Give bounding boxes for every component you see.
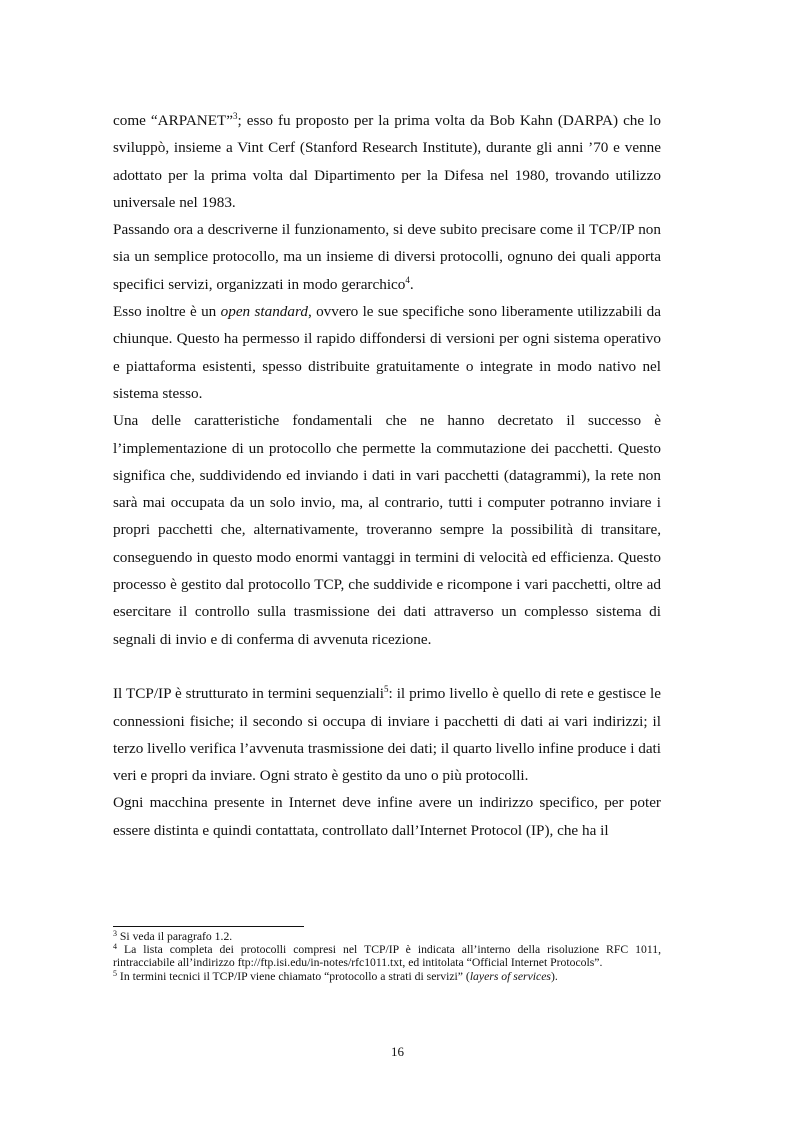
footnotes — [113, 926, 661, 983]
paragraph-commutazione: Una delle caratteristiche fondamentali che ne hanno decretato il successo è l’implementazione di un protocollo che permette la commutazione dei pacchetti. Questo significa che, suddividendo ed inviando i dati in vari pacchetti (datagrammi), la rete non sarà mai occupata da un solo invio, ma, al contrario, tutti i computer potranno inviare i propri pacchetti che, alternativamente, troveranno sempre la possibilità di transitare, conseguendo in questo modo enormi vantaggi in termini di velocità ed efficienza. Questo processo è gestito dal protocollo TCP, che suddivide e ricompone i vari pacchetti, oltre ad esercitare il controllo sulla trasmissione dei dati attraverso un complesso sistema di segnali di invio e di conferma di avvenuta ricezione. — [113, 412, 661, 648]
footnote-3: $^3$ Si veda il paragrafo 1.2. — [113, 929, 233, 943]
paragraph-strutturato: Il TCP/IP è strutturato in termini sequenziali$^5$: il primo livello è quello di rete e gestisce le connessioni fisiche; il secondo si occupa di inviare i pacchetti di dati ai vari indirizzi; il terzo livello verifica l’avvenuta trasmissione dei dati; il quarto livello infine produce i dati veri e propri da inviare. Ogni strato è gestito da uno o più protocolli. — [113, 684, 661, 785]
body-text — [113, 107, 661, 844]
page-number: 16 — [391, 1044, 404, 1059]
footnote-ref-5[interactable]: 5 — [384, 684, 389, 695]
footnote-4: $^4$ La lista completa dei protocolli compresi nel TCP/IP è indicata all’interno della risoluzione RFC 1011, rintracciabile all’indirizzo ftp://ftp.isi.edu/in-notes/rfc1011.txt, ed intitolata “Official Internet Protocols”. — [113, 942, 661, 970]
footnote-ref-3[interactable]: 3 — [233, 111, 238, 121]
footnote-ref-4[interactable]: 4 — [405, 274, 410, 285]
paragraph-indirizzo: Ogni macchina presente in Internet deve infine avere un indirizzo specifico, per poter essere distinta e quindi contattata, controllato dall’Internet Protocol (IP), che ha il — [113, 794, 661, 839]
footnote-separator — [113, 926, 304, 927]
open-standard-term: open standard — [220, 303, 308, 321]
paragraph-open-standard: Esso inoltre è un open standard, ovvero le sue specifiche sono liberamente utilizzabili da chiunque. Questo ha permesso il rapido diffondersi di versioni per ogni sistema operativo e piattaforma esistenti, spesso distribuite gratuitamente o integrate in modo nativo nel sistema stesso. — [113, 303, 662, 402]
footnote-5: $^5$ In termini tecnici il TCP/IP viene chiamato “protocollo a strati di servizi” (layers of services). — [113, 968, 558, 983]
paragraph-funzionamento: Passando ora a descriverne il funzionamento, si deve subito precisare come il TCP/IP non sia un semplice protocollo, ma un insieme di diversi protocolli, ognuno dei quali apporta specifici servizi, organizzati in modo gerarchico$^4$. — [113, 221, 661, 293]
paragraph-arpanet: come “ARPANET”$^3$; esso fu proposto per la prima volta da Bob Kahn (DARPA) che lo sviluppò, insieme a Vint Cerf (Stanford Research Institute), durante gli anni ’70 e venne adottato per la prima volta dal Dipartimento per la Difesa nel 1980, trovando utilizzo universale nel 1983. — [113, 111, 661, 211]
